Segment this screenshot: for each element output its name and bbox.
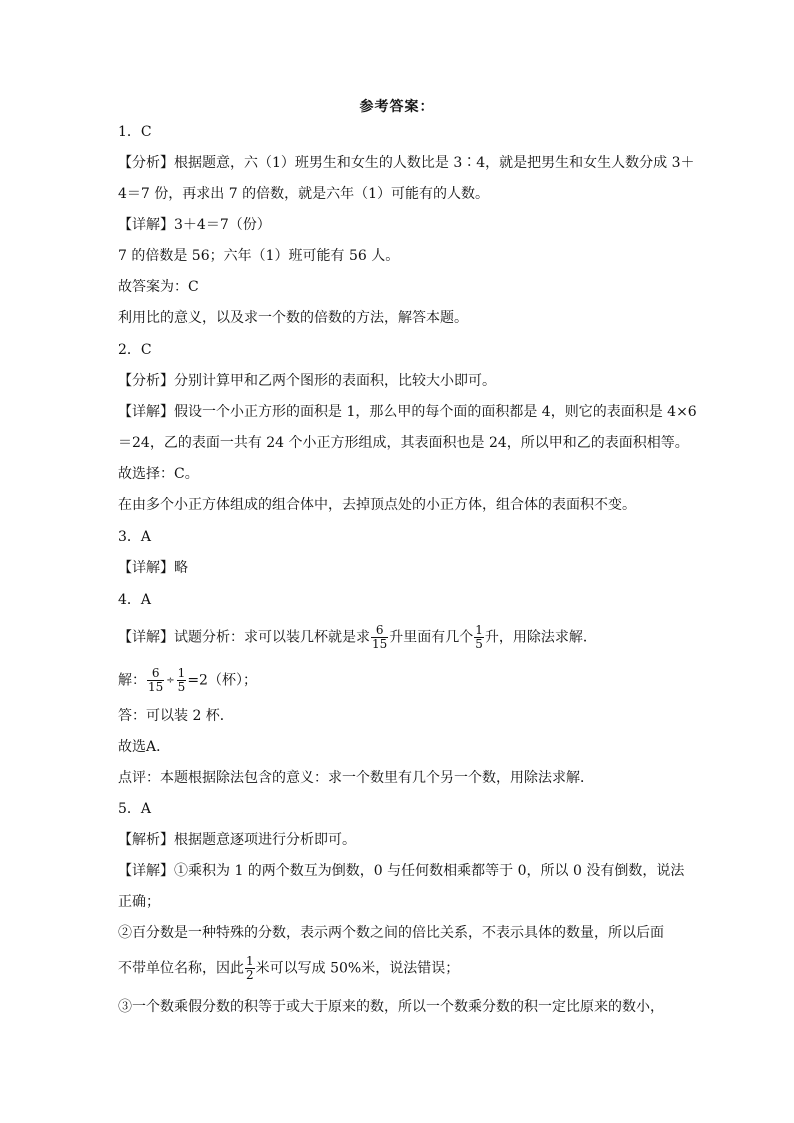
analysis-1-line-2: 4＝7 份，再求出 7 的倍数，就是六年（1）可能有的人数。: [118, 186, 489, 202]
detail-5-item-1-line-2: 正确；: [118, 894, 160, 910]
detail-3: 【详解】略: [118, 560, 188, 576]
solution-4-result: =2（杯）；: [187, 672, 257, 689]
answer-number-2: 2．C: [118, 342, 152, 358]
detail-2-line-2: ＝24，乙的表面一共有 24 个小正方形组成，其表面积也是 24，所以甲和乙的表面积相等。: [118, 435, 689, 451]
fraction-6-15: $\frac{6}{15}$: [372, 623, 388, 651]
fraction-1-5-solution: $\frac{1}{5}$: [177, 666, 186, 694]
detail-2-line-1: 【详解】假设一个小正方形的面积是 1，那么甲的每个面的面积都是 4，则它的表面积是 4×6: [118, 404, 697, 420]
answer-number-4: 4．A: [118, 592, 152, 608]
answer-number-1: 1．C: [118, 124, 152, 140]
detail-4-text-1: 【详解】试题分析：求可以装几杯就是求: [118, 629, 370, 646]
answer-2-conclusion: 故选择：C。: [118, 466, 199, 482]
answer-1-conclusion: 故答案为：C: [118, 279, 199, 295]
division-sign: ÷: [166, 675, 175, 686]
detail-5-item-3-line-1: ③一个数乘假分数的积等于或大于原来的数，所以一个数乘分数的积一定比原来的数小，: [118, 999, 664, 1015]
answer-4-statement: 答：可以装 2 杯．: [118, 708, 234, 724]
answer-number-5: 5．A: [118, 801, 152, 817]
detail-1-line-2: 7 的倍数是 56；六年（1）班可能有 56 人。: [118, 248, 400, 264]
comment-1: 利用比的意义，以及求一个数的倍数的方法，解答本题。: [118, 310, 468, 326]
page-title: 参考答案：: [359, 99, 435, 115]
detail-5-item-2-line-1: ②百分数是一种特殊的分数，表示两个数之间的倍比关系，不表示具体的数量，所以后面: [118, 925, 664, 941]
detail-5-item-2-line-2: [118, 955, 459, 982]
fraction-1-5: $\frac{1}{5}$: [475, 623, 483, 651]
solution-4-label: 解：: [118, 672, 146, 689]
detail-1-line-1: 【详解】3＋4＝7（份）: [118, 217, 271, 233]
detail-4: [118, 624, 597, 651]
detail-5-item-1-line-1: 【详解】①乘积为 1 的两个数互为倒数，0 与任何数相乘都等于 0，所以 0 没有倒数，说法: [118, 863, 685, 879]
detail-4-text-2: 升里面有几个: [389, 629, 474, 646]
comment-4: 点评：本题根据除法包含的意义：求一个数里有几个另一个数，用除法求解．: [118, 770, 594, 786]
analysis-5: 【解析】根据题意逐项进行分析即可。: [118, 832, 356, 848]
fraction-1-2: $\frac{1}{2}$: [246, 954, 254, 982]
answer-4-conclusion: 故选A．: [118, 739, 171, 755]
solution-4: [118, 667, 257, 694]
answer-number-3: 3．A: [118, 529, 152, 545]
comment-2: 在由多个小正方体组成的组合体中，去掉顶点处的小正方体，组合体的表面积不变。: [118, 497, 636, 513]
analysis-2: 【分析】分别计算甲和乙两个图形的表面积，比较大小即可。: [118, 373, 496, 389]
fraction-6-15-solution: $\frac{6}{15}$: [148, 666, 164, 694]
detail-5-text-2: 米可以写成 50%米，说法错误；: [255, 960, 460, 977]
detail-4-text-3: 升，用除法求解．: [484, 629, 597, 646]
detail-5-text-1: 不带单位名称，因此: [118, 960, 244, 977]
analysis-1-line-1: 【分析】根据题意，六（1）班男生和女生的人数比是 3∶4，就是把男生和女生人数分成 3＋: [118, 155, 695, 171]
